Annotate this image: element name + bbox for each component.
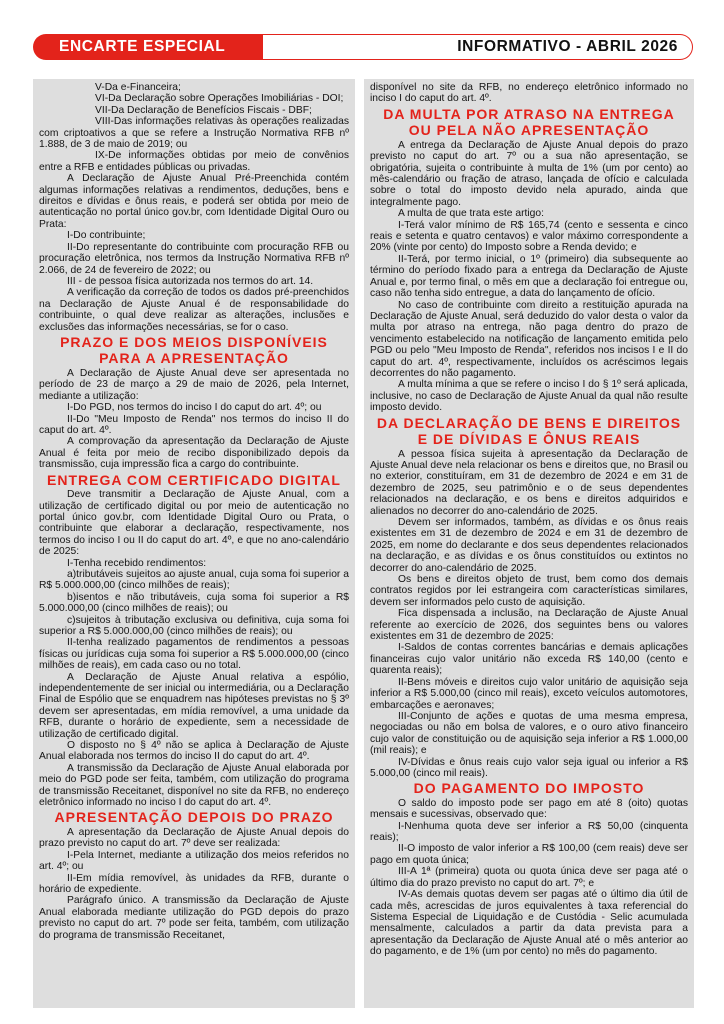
section-heading: DA MULTA POR ATRASO NA ENTREGA OU PELA NÃO APRESENTAÇÃO [383, 105, 675, 139]
paragraph: A Declaração de Ajuste Anual deve ser apresentada no período de 23 de março a 29 de maio de 2026, pela Internet, mediante a utilização: [39, 367, 349, 402]
paragraph: V-Da e-Financeira; [95, 82, 181, 93]
paragraph: Os bens e direitos objeto de trust, bem como dos demais contratos regidos por lei estrangeira com características similares, devem ser informados pelo custo de aquisição. [370, 574, 688, 608]
page-header [33, 34, 694, 60]
paragraph: IV-Dívidas e ônus reais cujo valor seja igual ou inferior a R$ 5.000,00 (cinco mil reais). [370, 756, 688, 779]
paragraph: A pessoa física sujeita à apresentação da Declaração de Ajuste Anual deve nela relacionar os bens e direitos que, no Brasil ou no exterior, constituíram, em 31 de dezembro de 2024 e em 31 de dezembro de 2025, seu patrimônio e o de seus dependentes relacionados na declaração, e os bens e direitos adquiridos e alienados no decorrer do ano-calendário de 2025. [370, 448, 688, 517]
paragraph: O disposto no § 4º não se aplica à Declaração de Ajuste Anual elaborada nos termos do inciso II do caput do art. 4º. [39, 740, 349, 763]
paragraph: II-Do representante do contribuinte com procuração RFB ou procuração eletrônica, nos termos da Instrução Normativa RFB nº 2.066, de 24 de fevereiro de 2022; ou [39, 241, 349, 276]
issue-label: INFORMATIVO - ABRIL 2026 [457, 38, 678, 55]
left-column-content [33, 79, 355, 941]
paragraph: A Declaração de Ajuste Anual relativa a espólio, independentemente de ser inicial ou intermediária, ou a Declaração Final de Espólio que se enquadrem nas hipóteses previstas no § 3º devem ser apresentadas, em mídia removível, a uma unidade da RFB, durante o horário de expediente, sem a necessidade de utilização de certificado digital. [39, 671, 349, 740]
paragraph: IV-As demais quotas devem ser pagas até o último dia útil de cada mês, acrescidas de juros equivalentes à taxa referencial do Sistema Especial de Liquidação e de Custódia - Selic acumulada mensalmente, calculados a partir da data prevista para a apresentação da Declaração de Ajuste Anual até o mês anterior ao do pagamento, e de 1% (um por cento) no mês do pagamento. [370, 889, 688, 958]
paragraph: A comprovação da apresentação da Declaração de Ajuste Anual é feita por meio de recibo disponibilizado depois da transmissão, cuja impressão fica a cargo do contribuinte. [39, 436, 349, 471]
paragraph: Deve transmitir a Declaração de Ajuste Anual, com a utilização de certificado digital ou por meio de autenticação no portal único gov.br, com Identidade Digital Ouro ou Prata, o contribuinte que elaborar a declaração, respectivamente, nos termos do inciso I ou II do caput do art. 4º, e que no ano-calendário de 2025: [39, 489, 349, 558]
paragraph: A multa de que trata este artigo: [398, 208, 544, 220]
paragraph: b)isentos e não tributáveis, cuja soma foi superior a R$ 5.000.000,00 (cinco milhões de reais); ou [39, 591, 349, 615]
paragraph: A multa mínima a que se refere o inciso I do § 1º será aplicada, inclusive, no caso de Declaração de Ajuste Anual da qual não resulte imposto devido. [370, 379, 688, 414]
paragraph: II-O imposto de valor inferior a R$ 100,00 (cem reais) deve ser pago em quota única; [370, 843, 688, 866]
section-tab [33, 34, 263, 60]
paragraph: II-Terá, por termo inicial, o 1º (primeiro) dia subsequente ao término do período fixado para a entrega da Declaração de Ajuste Anual e, por termo final, o mês em que a declaração foi entregue ou, caso não tenha sido entregue, a data do lançamento de ofício. [370, 253, 688, 300]
right-column [364, 79, 694, 1008]
section-heading: APRESENTAÇÃO DEPOIS DO PRAZO [54, 809, 334, 826]
paragraph: Parágrafo único. A transmissão da Declaração de Ajuste Anual elaborada mediante utilização do PGD depois do prazo previsto no caput do art. 7º pode ser feita, também, com utilização do programa de transmissão Receitanet, [39, 895, 349, 941]
paragraph: No caso de contribuinte com direito a restituição apurada na Declaração de Ajuste Anual, será deduzido do valor desta o valor da multa por atraso na entrega, não paga dentro do prazo de vencimento estabelecido na notificação de lançamento emitida pelo PGD ou pelo "Meu Imposto de Renda", referidos nos incisos I e II do caput do art. 4º, respectivamente, incluídos os acréscimos legais decorrentes do não pagamento. [370, 299, 688, 379]
paragraph: A apresentação da Declaração de Ajuste Anual depois do prazo previsto no caput do art. 7º deve ser realizada: [39, 826, 349, 850]
paragraph: A Declaração de Ajuste Anual Pré-Preenchida contém algumas informações relativas a rendimentos, deduções, bens e direitos e dívidas e ônus reais, e poderá ser obtida por meio de autenticação no portal único gov.br, com Identidade Digital Ouro ou Prata: [39, 173, 349, 230]
paragraph: I-Saldos de contas correntes bancárias e demais aplicações financeiras cujo valor unitário não exceda R$ 140,00 (cento e quarenta reais); [370, 642, 688, 677]
paragraph: I-Pela Internet, mediante a utilização dos meios referidos no art. 4º; ou [39, 849, 349, 873]
paragraph: I-Do PGD, nos termos do inciso I do caput do art. 4º; ou [67, 402, 322, 414]
paragraph: VII-Da Declaração de Benefícios Fiscais - DBF; [95, 104, 312, 116]
paragraph: a)tributáveis sujeitos ao ajuste anual, cuja soma foi superior a R$ 5.000.000,00 (cinco milhões de reais); [39, 568, 349, 592]
paragraph: IX-De informações obtidas por meio de convênios entre a RFB e entidades públicas ou privadas. [39, 150, 349, 173]
paragraph: O saldo do imposto pode ser pago em até 8 (oito) quotas mensais e sucessivas, observado que: [370, 797, 688, 821]
paragraph: Devem ser informados, também, as dívidas e os ônus reais existentes em 31 de dezembro de 2024 e em 31 de dezembro de 2025, em nome do declarante e dos seus dependentes relacionados na declaração, e as dívidas e os ônus constituídos ou extintos no decorrer do ano-calendário de 2025. [370, 517, 688, 574]
section-heading: DO PAGAMENTO DO IMPOSTO [413, 780, 645, 797]
paragraph: I-Do contribuinte; [67, 230, 146, 242]
paragraph: I-Terá valor mínimo de R$ 165,74 (cento e sessenta e cinco reais e setenta e quatro centavos) e valor máximo correspondente a 20% (vinte por cento) do Imposto sobre a Renda devido; e [370, 219, 688, 254]
section-label: ENCARTE ESPECIAL [59, 38, 226, 55]
paragraph: A entrega da Declaração de Ajuste Anual depois do prazo previsto no caput do art. 7º ou a sua não apresentação, se obrigatória, sujeita o contribuinte à multa de 1% (um por cento) ao mês-calendário ou fração de atraso, lançada de ofício e calculada sobre o total do imposto devido nela apurado, ainda que integralmente pago. [370, 139, 688, 208]
paragraph: VI-Da Declaração sobre Operações Imobiliárias - DOI; [95, 93, 344, 105]
paragraph: A transmissão da Declaração de Ajuste Anual elaborada por meio do PGD pode ser feita, também, com utilização do programa de transmissão Receitanet, disponível no site da RFB, no endereço eletrônico informado no inciso I do caput do art. 4º. [39, 762, 349, 809]
paragraph: I-Nenhuma quota deve ser inferior a R$ 50,00 (cinquenta reais); [370, 820, 688, 844]
paragraph: II-Do "Meu Imposto de Renda" nos termos do inciso II do caput do art. 4º. [39, 413, 349, 436]
paragraph: II-tenha realizado pagamentos de rendimentos a pessoas físicas ou jurídicas cuja soma foi superior a R$ 5.000.000,00 (cinco milhões de reais), em cada caso ou no total. [39, 637, 349, 672]
right-column-content [364, 79, 694, 958]
paragraph: disponível no site da RFB, no endereço eletrônico informado no inciso I do caput do art. 4º. [370, 82, 688, 105]
left-column [33, 79, 355, 1008]
paragraph: III - de pessoa física autorizada nos termos do art. 14. [67, 275, 314, 287]
paragraph: Fica dispensada a inclusão, na Declaração de Ajuste Anual referente ao exercício de 2026, dos seguintes bens ou valores existentes em 31 de dezembro de 2025: [370, 608, 688, 643]
section-heading: DA DECLARAÇÃO DE BENS E DIREITOS E DE DÍVIDAS E ÔNUS REAIS [376, 414, 682, 448]
issue-box [263, 34, 693, 60]
paragraph: VIII-Das informações relativas às operações realizadas com criptoativos a que se refere a Instrução Normativa RFB nº 1.888, de 3 de maio de 2019; ou [39, 116, 349, 151]
section-heading: ENTREGA COM CERTIFICADO DIGITAL [47, 471, 341, 488]
paragraph: II-Em mídia removível, às unidades da RFB, durante o horário de expediente. [39, 872, 349, 895]
paragraph: III-Conjunto de ações e quotas de uma mesma empresa, negociadas ou não em bolsa de valores, e o ouro ativo financeiro cujo valor de constituição ou de aquisição seja inferior a R$ 1.000,00 (mil reais); e [370, 710, 688, 757]
paragraph: III-A 1ª (primeira) quota ou quota única deve ser paga até o último dia do prazo previsto no caput do art. 7º; e [370, 866, 688, 889]
paragraph: I-Tenha recebido rendimentos: [67, 557, 207, 569]
section-heading: PRAZO E DOS MEIOS DISPONÍVEIS PARA A APRESENTAÇÃO [60, 333, 328, 367]
paragraph: II-Bens móveis e direitos cujo valor unitário de aquisição seja inferior a R$ 5.000,00 (cinco mil reais), exceto veículos automotores, embarcações e aeronaves; [370, 676, 688, 711]
paragraph: A verificação da correção de todos os dados pré-preenchidos na Declaração de Ajuste Anual é de responsabilidade do contribuinte, o qual deve realizar as alterações, inclusões e exclusões das informações necessárias, se for o caso. [39, 287, 349, 333]
paragraph: c)sujeitos à tributação exclusiva ou definitiva, cuja soma foi superior a R$ 5.000.000,00 (cinco milhões de reais); ou [39, 614, 349, 637]
